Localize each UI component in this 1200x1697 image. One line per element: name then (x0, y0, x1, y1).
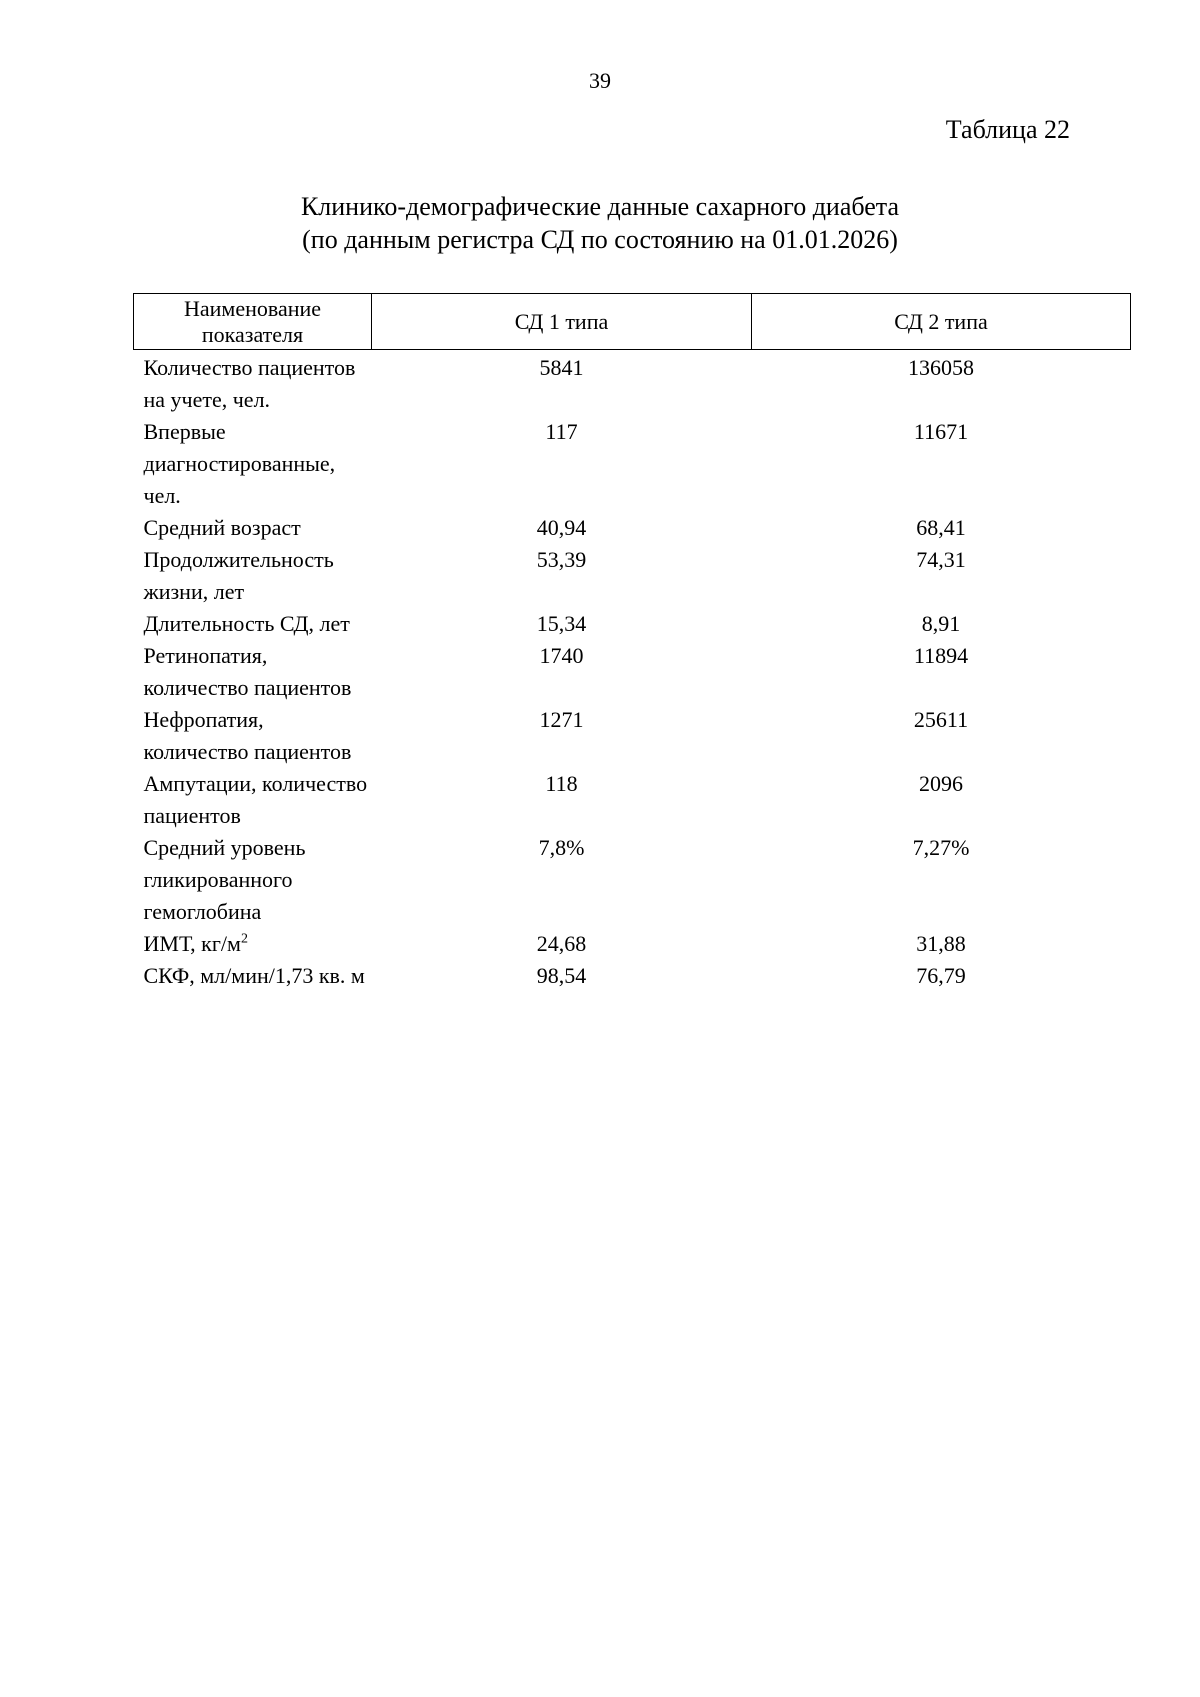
row-value-type2: 31,88 (916, 931, 966, 956)
row-value-type1: 7,8% (538, 835, 585, 860)
table-row (134, 416, 1131, 512)
row-value-type2: 7,27% (912, 835, 970, 860)
table-row (134, 608, 1131, 640)
row-name: Средний уровень гликированного гемоглобина (143, 835, 306, 924)
row-name: Длительность СД, лет (143, 611, 350, 636)
row-value-type1: 1271 (539, 707, 584, 732)
table-row (134, 768, 1131, 832)
row-value-type1: 5841 (539, 355, 584, 380)
table-row (134, 832, 1131, 928)
row-value-type1: 40,94 (536, 515, 587, 540)
table-row (134, 350, 1131, 417)
row-name-superscript: 2 (240, 931, 248, 947)
row-value-type2: 2096 (919, 771, 963, 796)
row-value-type2: 11671 (913, 419, 969, 444)
table-row (134, 928, 1131, 960)
row-value-type2: 11894 (913, 643, 969, 668)
table-row (134, 640, 1131, 704)
header-type2: СД 2 типа (752, 294, 1131, 350)
row-value-type2: 8,91 (921, 611, 961, 636)
row-name: СКФ, мл/мин/1,73 кв. м (143, 963, 365, 988)
row-value-type2: 68,41 (916, 515, 966, 540)
row-value-type1: 117 (545, 419, 578, 444)
row-name: Ампутации, количество пациентов (143, 771, 368, 828)
row-value-type2: 25611 (913, 707, 969, 732)
row-value-type1: 98,54 (536, 963, 587, 988)
table-title-line-1: Клинико-демографические данные сахарного диабета (300, 192, 900, 221)
diabetes-data-table (133, 293, 1131, 992)
table-row (134, 960, 1131, 992)
table-row (134, 544, 1131, 608)
table-row (134, 704, 1131, 768)
header-indicator: Наименование показателя (134, 294, 372, 350)
row-name: Впервые диагностированные, чел. (143, 419, 336, 508)
page-number: 39 (589, 68, 611, 93)
table-header-row (134, 294, 1131, 350)
header-type1: СД 1 типа (372, 294, 752, 350)
row-value-type2: 74,31 (916, 547, 966, 572)
row-name: Средний возраст (143, 515, 301, 540)
row-name: Ретинопатия, количество пациентов (143, 643, 352, 700)
table-title (0, 190, 1200, 256)
row-name-text: ИМТ, кг/м (143, 931, 241, 956)
row-name: Количество пациентов на учете, чел. (143, 355, 356, 412)
row-name: Продолжительность жизни, лет (143, 547, 334, 604)
row-name (134, 928, 372, 960)
row-value-type1: 118 (545, 771, 578, 796)
row-name: Нефропатия, количество пациентов (143, 707, 352, 764)
row-value-type1: 15,34 (536, 611, 587, 636)
row-value-type1: 53,39 (536, 547, 587, 572)
row-value-type2: 136058 (908, 355, 974, 380)
row-value-type1: 1740 (539, 643, 584, 668)
row-value-type1: 24,68 (536, 931, 587, 956)
row-value-type2: 76,79 (916, 963, 966, 988)
table-title-line-2: (по данным регистра СД по состоянию на 01.01.2026) (302, 225, 898, 254)
table-row (134, 512, 1131, 544)
table-label: Таблица 22 (945, 115, 1070, 144)
